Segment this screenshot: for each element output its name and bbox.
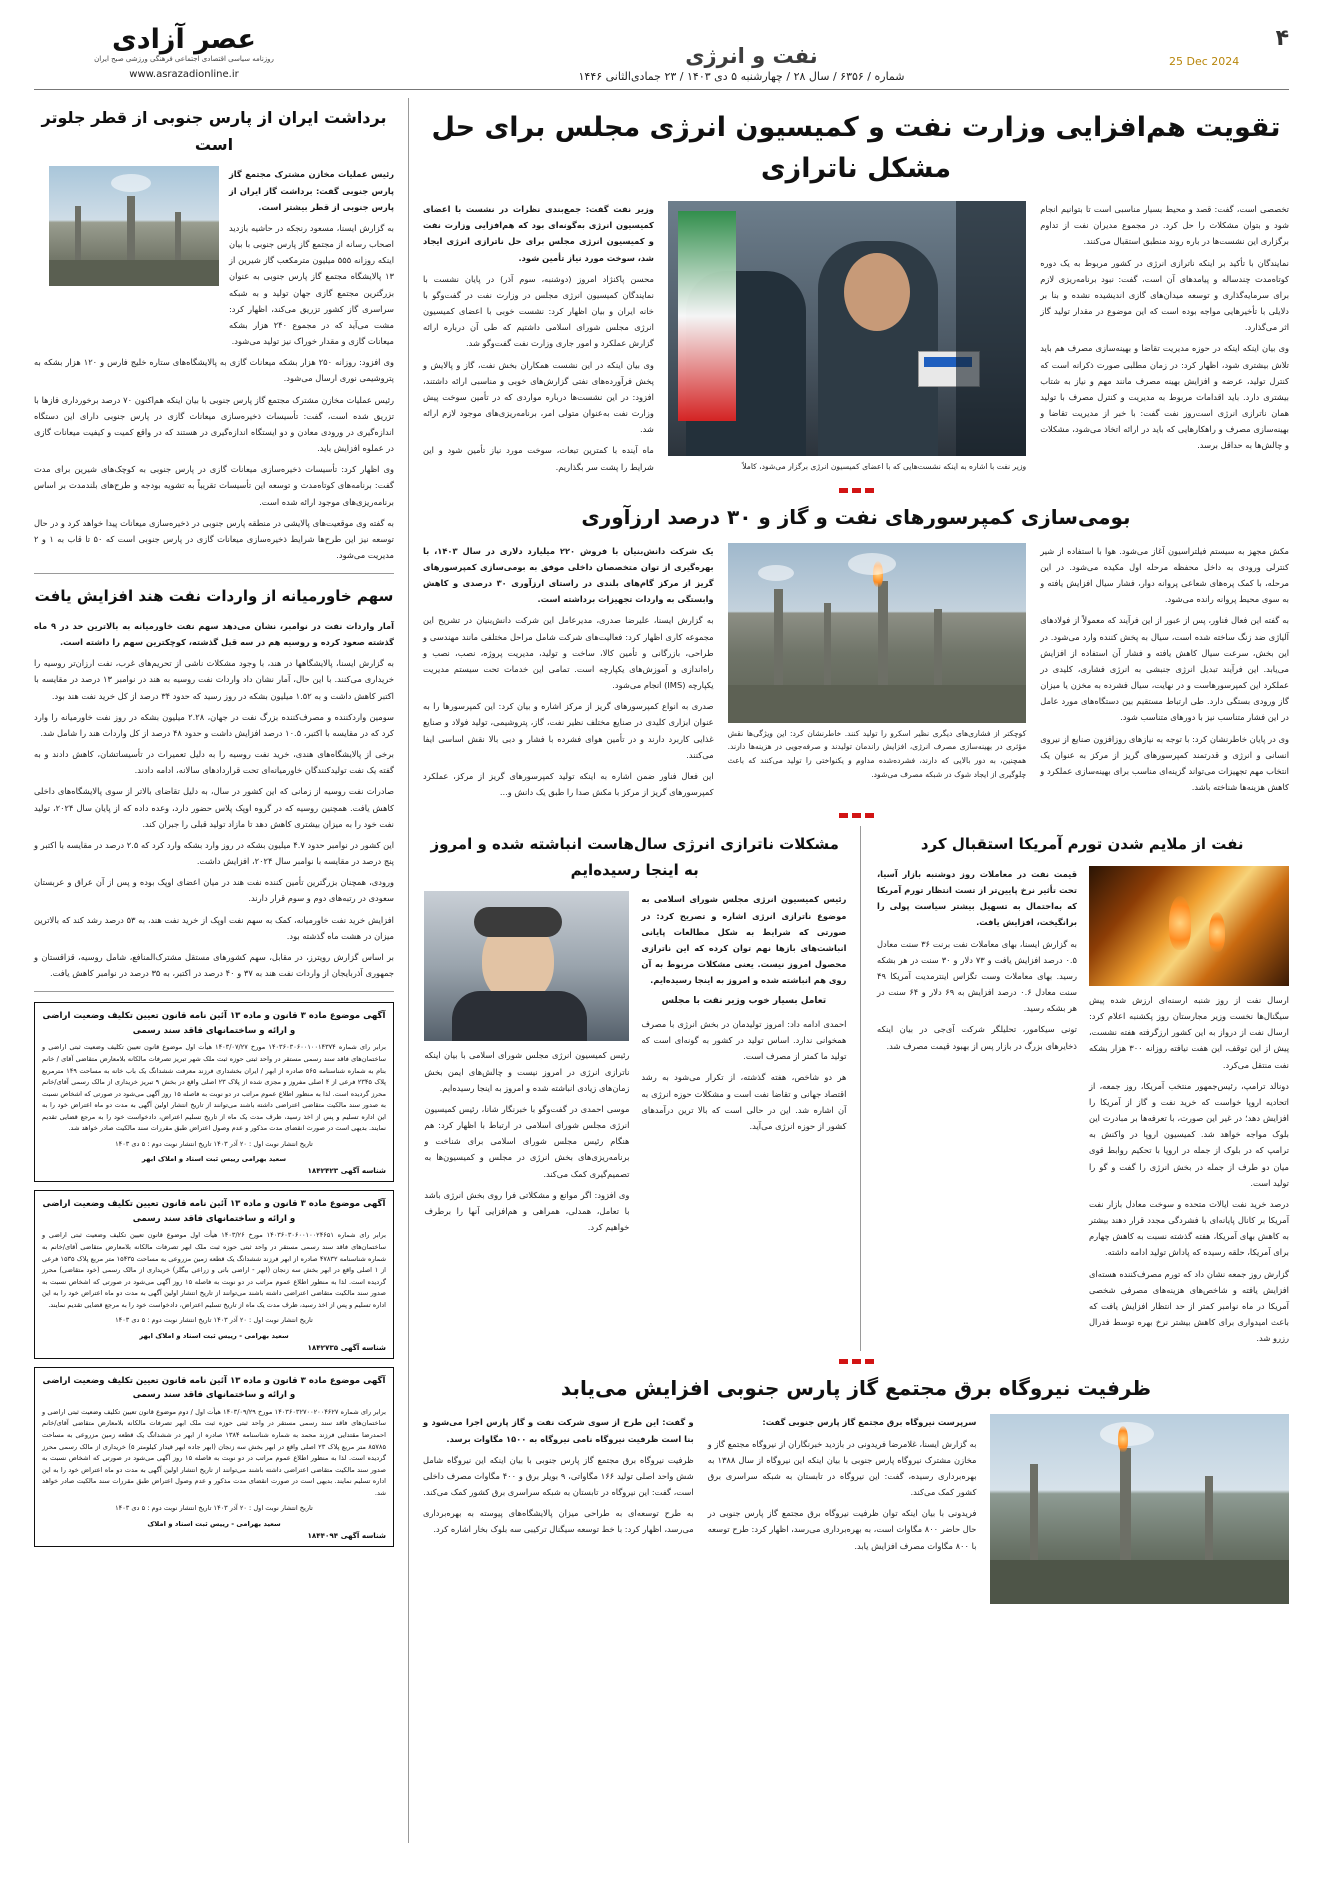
lead-article-title: تقویت هم‌افزایی وزارت نفت و کمیسیون انرژی مجلس برای حل مشکل ناترازی [431, 112, 1281, 184]
section-divider-2 [423, 813, 1289, 818]
paragraph: احمدی ادامه داد: امروز تولیدمان در بخش انرژی با مصرف همخوانی ندارد. اساس تولید در کشور به گونه‌ای است که تولید ما کمتر از مصرف است. [641, 1018, 847, 1062]
article2-col-right [1040, 543, 1289, 806]
paragraph: دونالد ترامپ، رئیس‌جمهور منتخب آمریکا، روز جمعه، از اتحادیه اروپا خواست که خرید نفت و گاز از آمریکا را افزایش دهد؛ در غیر این صورت، با تعرفه‌ها بر مبادرت این بلوک مواجه خواهد شد. کمیسیون اروپا در واکنش به ترامپ که در بلوک از جمله در اروپا با تحکیم روابط قوی میان دو طرف از جمله در بخش انرژی را گفت و گو را تولید است. [1089, 1080, 1289, 1188]
paragraph-lead: وزیر نفت گفت: جمع‌بندی نظرات در نشست با اعضای کمیسیون انرژی به‌گونه‌ای بود که هم‌افزایی وزارت نفت و کمیسیون انرژی مجلس برای حل ناترازی انرژی ایجاد شد، سوخت مورد نیاز تأمین شود. [423, 204, 654, 263]
paragraph: ارسال نفت از روز شنبه ارسنه‌ای ارزش شده پیش سیگنال‌ها نخست وزیر مجارستان روز پکشنبه اعلام کرد: ارسال نفت از درواز به این کشور ارزگرفته هفته نشست، پیش از این توقف، این هفت نیافته روزانه ۳۰۰ هزار بشکه نفت منتقل می‌کرد. [1089, 994, 1289, 1070]
main-column [409, 98, 1289, 1843]
brand-title: عصر آزادی [112, 24, 256, 55]
paragraph: به گزارش ایسنا، غلامرضا فریدونی در بازدید خبرنگاران از نیروگاه مجتمع گاز و مخازن مشترک نیروگاه پارس جنوبی با بیان اینکه این نیروگاه از سال ۱۳۸۸ به بهره‌برداری رسیده، گفت: این نیروگاه در تابستان به شبکه سراسری برق کشور کمک می‌کند. [707, 1438, 977, 1498]
brand-block [34, 26, 334, 80]
notice-dates: تاریخ انتشار نوبت اول : ۲۰ آذر ۱۴۰۳ تاریخ انتشار نوبت دوم : ۵ دی ۱۴۰۳ [115, 1316, 313, 1325]
paragraph: به گزارش ایسنا، بهای معاملات نفت برنت ۳۶ سنت معادل ۰.۵ درصد افزایش یافت و ۷۳ دلار و ۳۰ سنت در هر بشکه رسید. بهای معاملات وست تگزاس اینترمدیت آمریکا ۴۹ سنت معادل ۰.۶ درصد افزایش به ۶۹ دلار و ۶۴ سنت در هر بشکه رسید. [877, 938, 1077, 1014]
section-divider-3 [423, 1359, 1289, 1364]
article2-title: بومی‌سازی کمپرسورهای نفت و گاز و ۳۰ درصد ارزآوری [581, 504, 1131, 529]
right-article1-intro-block [229, 166, 394, 354]
paragraph: به گفته این فعال فناور، پس از عبور از این فرآیند که معمولاً از فولادهای آلیاژی ضد زنگ ساخته شده است، سیال به پخش کننده وارد می‌شود. در این بخش، سرعت سیال کاهش یافته و فشار آن استفاده از افزایش می‌یابد. این فرآیند تبدیل انرژی جنبشی به انرژی فشاری، کلیدی در عملکرد این کمپرسورهاست و در نهایت، سیال فشرده به مخزن یا میزان گاز ورودی بستگی دارد. طی ارتباط مستقیم بین دستگاه‌های مورد عامل در این فشار متناسب نیز با دورهای متناسب شود. [1040, 615, 1289, 723]
paragraph: فریدونی با بیان اینکه توان ظرفیت نیروگاه برق مجتمع گاز پارس جنوبی در حال حاضر ۸۰۰ مگاوات است، به بهره‌برداری می‌رسد، اظهار کرد: طرح توسعه با ۸۰۰ مگاوات مصرف افزایش یابد. [707, 1508, 977, 1551]
article5-photo [990, 1414, 1289, 1604]
paragraph-lead: یک شرکت دانش‌بنیان با فروش ۲۲۰ میلیارد دلاری در سال ۱۴۰۳، با بهره‌گیری از توان متخصصان داخلی موفق به بومی‌سازی کمپرسورهای گریز از مرکز گام‌های بلندی در راستای ارزآوری ۳۰ درصدی و کاهش وابستگی به واردات تجهیزات برداشته است. [423, 545, 714, 605]
paragraph-lead: آمار واردات نفت در نوامبر، نشان می‌دهد سهم نفت خاورمیانه به بالاترین حد در ۹ ماه گذشته صعود کرده و روسیه هم در سه قبل گذشته، کوچکترین سهم را داشته است. [34, 620, 394, 647]
article5-col-left [423, 1414, 694, 1604]
issue-date-latin: 25 Dec 2024 [1169, 55, 1240, 68]
legal-notice [34, 1367, 394, 1547]
paragraph: صدری به انواع کمپرسورهای گریز از مرکز اشاره و بیان کرد: این کمپرسورها را به عنوان ابزاری کلیدی در صنایع مختلف نظیر نفت، گاز، پتروشیمی، تولید فولاد و صنایع غذایی کاربرد دارند و در تأمین هوای فشرده با فشار و دبی بالا نقش اساسی ایفا می‌کنند. [423, 701, 714, 760]
brand-subtitle: روزنامه سیاسی اقتصادی اجتماعی فرهنگی ورزشی صبح ایران [94, 55, 274, 63]
lead-col-left [423, 201, 654, 480]
paragraph: برخی از پالایشگاه‌های هندی، خرید نفت روسیه را به دلیل تعمیرات در تأسیساتشان، کاهش دادند و به گفته یک نفت تولیدکنندگان خاورمیانه‌ای تحت قراردادهای سالانه، ادامه دادند. [34, 749, 394, 776]
paragraph: صادرات نفت روسیه از زمانی که این کشور در سال، به دلیل تقاضای بالاتر از سوی پالایشگاه‌های داخلی کاهش یافت. همچنین روسیه که در گروه اوپک پلاس حضور دارد، وعده داده که از پایان سال ۲۰۲۴، تولید نفت خود را به میزان بیشتری کاهش دهد تا مازاد تولید قبلی را جبران کند. [34, 786, 394, 829]
paragraph: ماه آینده با کمترین تبعات، سوخت مورد نیاز تأمین شود و این شرایط را پشت سر بگذاریم. [423, 445, 654, 472]
article4-title: مشکلات ناترازی انرژی سال‌هاست انباشته شده و امروز به اینجا رسیده‌ایم [430, 835, 839, 879]
article5-subhead: سرپرست نیروگاه برق مجتمع گاز پارس جنوبی گفت: [762, 1417, 977, 1428]
notice-dates: تاریخ انتشار نوبت اول : ۲۰ آذر ۱۴۰۳ تاریخ انتشار نوبت دوم : ۵ دی ۱۴۰۳ [115, 1139, 313, 1148]
paragraph: وی اظهار کرد: تأسیسات ذخیره‌سازی میعانات گازی در پارس جنوبی به کوچک‌های شیرین برای مدت گفت: برنامه‌های کوتاه‌مدت و توسعه این تأسیسات تقریباً به تشویه بودجه و طرح‌های بلندمدت بر اساس برنامه‌ریزی‌های موجود ارائه شده است. [34, 464, 394, 507]
section-divider [423, 488, 1289, 493]
lead-article-photo [668, 201, 1026, 456]
notice-heading: آگهی موضوع ماده ۳ قانون و ماده ۱۳ آئین نامه قانون تعیین تکلیف وضعیت اراضی و ارائه و ساختمانهای فاقد سند رسمی [42, 1011, 386, 1036]
paragraph: به گزارش ایسنا، علیرضا صدری، مدیرعامل این شرکت دانش‌بنیان در تشریح این مجموعه کاری اظهار کرد: فعالیت‌های شرکت شامل مراحل مختلفی مانند مهندسی و طراحی، بازرگانی و تأمین کالا، ساخت و تولید، مدیریت پروژه، نصب، نصب و راه‌اندازی و آموزش‌های یکپارچه است. تمامی این خدمات تحت سیستم مدیریت یکپارچه (IMS) انجام می‌شود. [423, 615, 714, 691]
paragraph: این فعال فناور ضمن اشاره به اینکه تولید کمپرسورهای گریز از مرکز، عملکرد کمپرسورهای گریز از مرکز با مکش صدا را طبق یک دانش و... [423, 770, 714, 798]
paragraph-lead: قیمت نفت در معاملات روز دوشنبه بازار آسیا، تحت تأثیر نرخ پایین‌تر از تست انتظار تورم آمریکا که به‌احتمال به تسهیل بیشتر سیاست پولی را برانگیخت، افزایش یافت. [877, 868, 1077, 928]
paragraph: مکش مجهز به سیستم فیلتراسیون آغاز می‌شود. هوا با استفاده از شیر کنترلی ورودی به داخل محفظه مرحله اول مکیده می‌شود. در این مرحله، با کمک پره‌های شعاعی پروانه دوار، فشار سیال افزایش یافته و به سوی محیط پروانه رانده می‌شود. [1040, 545, 1289, 605]
paragraph-lead: رئیس کمیسیون انرژی مجلس شورای اسلامی به موضوع ناترازی انرژی اشاره و تصریح کرد: در صورتی که شرایط به شکل مطالعات پایانی انباشت‌های بازها نهم توان کرده که این ناترازی محصول امروز نیست. یعنی مشکلات مربوط به آن روی هم انباشته شده و امروز به اینجا رسیده‌ایم. [641, 894, 847, 986]
paragraph: وی بیان اینکه در این نشست همکاران بخش نفت، گاز و پالایش و پخش فرآورده‌های نفتی گزارش‌های خوبی و مناسبی ارائه داشتند، افزود: در این نشست‌ها درباره مواردی که در تأمین سوخت پیش وزارت نفت به‌عنوان متولی امر، برنامه‌ریزی‌های موجود لازم ارائه شد. [423, 359, 654, 435]
notice-code: شناسه آگهی ۱۸۴۲۴۲۳ [307, 1166, 386, 1176]
paragraph-lead: و گفت: این طرح از سوی شرکت نفت و گاز پارس اجرا می‌شود و بنا است ظرفیت نیروگاه نامی نیروگاه به ۱۵۰۰ مگاوات برسد. [423, 1417, 694, 1444]
paragraph: نمایندگان با تأکید بر اینکه ناترازی انرژی در کشور مربوط به یک دوره کوتاه‌مدت چندساله و پیامدهای آن است، گفت: نبود برنامه‌ریزی لازم برای سرمایه‌گذاری و توسعه میدان‌های گازی اندیشیده نشده و بنا بر دلایلی با تأخیرهایی مواجه بوده است که این موضوع در مقدار تولید گاز اثر می‌گذارد. [1040, 257, 1289, 333]
paragraph: درصد خرید نفت ایالات متحده و سوخت معادل بازار نفت آمریکا بر کانال پایانه‌ای با فشردگی مجدد قرار دهند بیشتر به کاهش بهای آمریکا، هفته گذشته نسبت به کاهش چهارم برای آمریکا، حلقه رسیده که پاداش تولید ادامه داشته. [1089, 1198, 1289, 1258]
paragraph: تخصصی است، گفت: قصد و محیط بسیار مناسبی است تا بتوانیم انجام شود و بتوان مشکلات را حل کرد. در مجموع مدیران نفت از تداوم برگزاری این نشست‌ها در باره روند منطبق استقبال می‌کنند. [1040, 204, 1289, 247]
paragraph: به گزارش ایسنا، مسعود رنجکه در حاشیه بازدید اصحاب رسانه از مجتمع گاز پارس جنوبی با بیان اینکه روزانه ۵۵۵ میلیون مترمکعب گاز شیرین از ۱۳ پالایشگاه مجتمع گاز پارس جنوبی به عنوان بزرگترین مجتمع گازی جهان تولید و به شبکه سراسری گاز کشور تزریق می‌کند، اظهار کرد: مشت می‌آید که در مجموع ۲۴۰ هزار بشکه میعانات گازی و مقدار خوراک نیز تولید می‌شود. [229, 222, 395, 347]
right-column [34, 98, 409, 1843]
paragraph: به گزارش ایسنا، پالایشگاهها در هند، با وجود مشکلات ناشی از تحریم‌های غرب، نفت ارزان‌تر روسیه را خریداری می‌کنند. با این حال، آمار نشان داد واردات نفت روسیه به هند در نوامبر ۱۳ درصد در مقایسه با اکتبر کاهش داشت و به ۱.۵۲ میلیون بشکه در روز رسید که حدود ۳۴ درصد از کل خرید نفت هند بود. [34, 658, 394, 701]
article3-block [860, 826, 1289, 1351]
notice-code: شناسه آگهی ۱۸۴۲۷۳۵ [307, 1342, 386, 1352]
paragraph: هر دو شاخص، هفته گذشته، از تکرار می‌شود به رشد اقتصاد جهانی و تقاضا نفت است و مشکلات حوزه انرژی به آن اشاره شد. این در حالی است که بالا ترین درآمدهای کشور از حوزه انرژی می‌آید. [641, 1072, 847, 1131]
legal-notice [34, 1002, 394, 1182]
paragraph: گزارش روز جمعه نشان داد که تورم مصرف‌کننده هسته‌ای افزایش یافته و شاخص‌های هزینه‌های مصرفی شخصی آمریکا در ماه نوامبر کمتر از حد انتظار افزایش یافت که باعث امیدواری برای کاهش بیشتر نرخ بهره توسط فدرال رزرو شد. [1089, 1268, 1289, 1344]
masthead-rule [34, 89, 1289, 90]
article3-photo [1089, 866, 1289, 986]
article2-caption: کوچکتر از فشاری‌های دیگری نظیر اسکرو را تولید کنند. خاطرنشان کرد: این ویژگی‌ها نقش مؤثری در بهینه‌سازی مصرف انرژی، افزایش راندمان تولیدند و صرفه‌جویی در هزینه‌ها دارند. همچنین، به دور بالایی که دارند، فشرده‌شده مداوم و یکنواختی را تولید می‌کنند که باعث چلوگیری از ایجاد شوک در شبکه مصرف می‌شود. [727, 728, 1027, 779]
right-article2-title: سهم خاورمیانه از واردات نفت هند افزایش یافت [34, 587, 394, 606]
article4-col-left [424, 891, 629, 1240]
notice-signature: سعید بهرامی - رییس ثبت اسناد و املاک [147, 1519, 281, 1528]
lead-photo-block [668, 201, 1026, 480]
article5-title: ظرفیت نیروگاه برق مجتمع گاز پارس جنوبی افزایش می‌یابد [560, 1376, 1152, 1401]
lead-col-right [1040, 201, 1289, 480]
paragraph: سومین واردکننده و مصرف‌کننده بزرگ نفت در جهان، ۲.۲۸ میلیون بشکه در روز نفت خاورمیانه را وارد کرد که در مقایسه با اکتبر، ۱۰.۵ درصد افزایش داشت و حدود ۴۸ درصد از کل واردات هند را شامل شد. [34, 711, 394, 738]
article2-col-left [423, 543, 714, 806]
article5-photo-block [990, 1414, 1289, 1604]
paragraph: وی افزود: اگر موانع و مشکلاتی فرا روی بخش انرژی باشد با تعامل، همدلی، همراهی و هم‌افزایی آنها را برطرف خواهیم کرد. [424, 1189, 630, 1233]
paragraph: وی بیان اینکه اینکه در حوزه مدیریت تقاضا و بهینه‌سازی مصرف هم باید تلاش بیشتری شود، اظهار کرد: در زمان مطلبی صورت ذکرانه است که کنترل تولید، عرضه و افزایش بهینه مصرف مانند مهم و نیاز به شتاب بیشتری دارد. باید اقدامات مربوط به مدیریت و کنترل مصرف با تولید همان ناترازی انرژی است‌روز نفت گفت: با خبر از مدیریت تقاضا و بهینه‌سازی مصرف و راهکارهایی که باید در ارائه اتخاذ می‌شود، مشکلات و چالش‌ها به حداقل برسد. [1040, 343, 1289, 451]
paragraph: رئیس کمیسیون انرژی مجلس شورای اسلامی با بیان اینکه ناترازی انرژی در امروز نیست و چالش‌های ایمن بخش زمان‌های زیادی انباشته شده و امروز به اینجا رسیده‌ایم. [424, 1050, 630, 1093]
article4-col-right [641, 891, 846, 1240]
paragraph: موسی احمدی در گفت‌وگو با خبرنگار شانا، رئیس کمیسیون انرژی مجلس شورای اسلامی در ارتباط با اظهار کرد: هم هنگام رئیس مجلس شورای اسلامی برای شناخت و برنامه‌ریزی‌های بخش انرژی در مجلس و کمیسیون‌ها به تصمیم‌گیری کمک می‌کند. [424, 1103, 630, 1179]
paragraph: رئیس عملیات مخازن مشترک مجتمع گاز پارس جنوبی با بیان اینکه هم‌اکنون ۷۰ درصد برخورداری فازها با تزریق شده است، گفت: تأسیسات ذخیره‌سازی میعانات گازی در پارس جنوبی دارای این دستگاه اندازه‌گیری در ورودی معادن و دو ایستگاه اندازه‌گیری در هستند که در واقع کمیت و کیفیت میعانات گازی در عملوه افزایش باید. [34, 394, 395, 454]
lead-article-caption: وزیر نفت با اشاره به اینکه نشست‌هایی که با اعضای کمیسیون انرژی برگزار می‌شود، کاملاً [742, 462, 1027, 471]
article4-subhead: تعامل بسیار خوب وزیر نفت با مجلس [661, 996, 827, 1007]
page-number-block [1169, 26, 1289, 68]
website-url: www.asrazadionline.ir [129, 69, 239, 80]
paragraph: ورودی، همچنان بزرگترین تأمین کننده نفت هند در میان اعضای اوپک بوده و پس از آن عراق و عربستان سعودی در رتبه‌های دوم و سوم قرار دارند. [34, 877, 394, 904]
notice-heading: آگهی موضوع ماده ۳ قانون و ماده ۱۳ آئین نامه قانون تعیین تکلیف وضعیت اراضی و ارائه و ساختمانهای فاقد سند رسمی [42, 1375, 386, 1401]
section-title-block [334, 26, 1169, 68]
paragraph: بر اساس گزارش رویترز، در مقابل، سهم کشورهای مستقل مشترک‌المنافع، شامل روسیه، قزاقستان و جمهوری آذربایجان از واردات نفت هند به ۳۷ و ۴۰ درصد در اکتبر، به ۳۵ درصد در نوامبر کاهش یافت. [34, 951, 394, 979]
paragraph: این کشور در نوامبر حدود ۴.۷ میلیون بشکه در روز وارد بشکه وارد کرد که ۲.۵ درصد در مقایسه با اکتبر و پنج درصد در مقایسه با نوامبر سال ۲۰۲۴، افزایش داشت. [34, 839, 394, 867]
article4-photo [424, 891, 629, 1041]
paragraph: محسن پاکنژاد امروز (دوشنبه، سوم آذر) در پایان نشست با نمایندگان کمیسیون انرژی مجلس در وزارت نفت در گفت‌وگو با خانه ایران و بیان اظهار کرد: نشست خوبی با اعضای کمیسیون انرژی مجلس شورای اسلامی داشتیم که طی آن درباره ارائه گزارش عملکرد و امور جاری وزارت نفت گفت‌وگو شد. [423, 273, 654, 349]
notice-signature: سعید بهرامی - رییس ثبت اسناد و املاک ابهر [139, 1331, 289, 1340]
notice-code: شناسه آگهی ۱۸۴۴۰۹۴ [307, 1530, 386, 1540]
article3-col-right [1089, 866, 1289, 1352]
article2-photo-block [728, 543, 1027, 806]
article2-photo [728, 543, 1027, 723]
article3-col-left [877, 866, 1077, 1352]
right-divider-2 [34, 991, 394, 992]
page-number: ۴ [1275, 26, 1289, 51]
issue-line: شماره / ۶۳۵۶ / سال ۲۸ / چهارشنبه ۵ دی ۱۴۰۳ / ۲۳ جمادی‌الثانی ۱۴۴۶ [578, 70, 905, 83]
notice-body: برابر رای شماره ۱۴۰۳۶۰۳۰۶۰۰۱۰۰۱۴۳۷۴ مورخ ۱۴۰۳/۰۷/۲۷ هیأت اول موضوع قانون تعیین تکلیف وضعیت ثبتی اراضی و ساختمان‌های فاقد سند رسمی مستقر در واحد ثبتی حوزه ثبت ملک شهر تبریز تصرفات مالکانه بلامعارض متقاضی آقای / خانم بنام به شماره شناسنامه ۵۶۵ صادره از ابهر / ایران بخشداری فرزند معرفت ششدانگ یک باب خانه به مساحت ۱۴۹ مترمربع پلاک ۲۳۴۵ فرعی از ۴ اصلی مفروز و مجزی شده از پلاک ۲۳ اصلی واقع در بخش ۹ تبریز خریداری از مالک رسمی آقای/خانم محرز گردیده است. لذا به منظور اطلاع عموم مراتب در دو نوبت به فاصله ۱۵ روز آگهی می‌شود در صورتی که اشخاص نسبت به صدور سند مالکیت متقاضی اعتراضی داشته باشند می‌توانند از تاریخ انتشار اولین آگهی به مدت دو ماه اعتراض خود را به این اداره تسلیم و پس از اخذ رسید، ظرف مدت یک ماه از تاریخ تسلیم اعتراض، دادخواست خود را به مرجع قضایی تقدیم نمایند. بدیهی است در صورت انقضای مدت مذکور و عدم وصول اعتراض طبق مقررات سند مالکیت صادر خواهد شد. [42, 1043, 386, 1133]
section-title: نفت و انرژی [685, 44, 818, 68]
right-divider-1 [34, 573, 394, 574]
paragraph: افزایش خرید نفت خاورمیانه، کمک به سهم نفت اوپک از خرید نفت هند، به ۵۳ درصد رشد کند که بالاترین میزان در هشت ماه گذشته بود. [34, 914, 394, 941]
right-article1-photo-block [49, 166, 219, 354]
article5-col-mid [708, 1414, 977, 1604]
paragraph: تونی سیکامور، تحلیلگر شرکت آی‌جی در بیان اینکه ذخایرهای بزرگ در بازار پس از بهبود قیمت مصرف شد. [877, 1024, 1077, 1051]
paragraph-lead: رئیس عملیات مخازن مشترک مجتمع گاز پارس جنوبی گفت: برداشت گاز ایران از پارس جنوبی از قطر بیشتر است. [229, 169, 394, 212]
notice-heading: آگهی موضوع ماده ۳ قانون و ماده ۱۳ آئین نامه قانون تعیین تکلیف وضعیت اراضی و ارائه و ساختمانهای فاقد سند رسمی [42, 1199, 386, 1224]
paragraph: به طرح توسعه‌ای به طراحی میزان پالایشگاه‌های پیوسته به بهره‌برداری می‌رسد، اظهار کرد: با خط توسعه سیگنال ترکیبی سه بلوک بخار اشاره کرد. [423, 1508, 694, 1535]
notice-dates: تاریخ انتشار نوبت اول : ۲۰ آذر ۱۴۰۳ تاریخ انتشار نوبت دوم : ۵ دی ۱۴۰۳ [115, 1504, 313, 1513]
article4-block [423, 826, 846, 1351]
paragraph: وی در پایان خاطرنشان کرد: با توجه به نیازهای روزافزون صنایع از نیروی انسانی و انرژی و قدرتمند کمپرسورهای گریز از مرکز به عنوان یک انتخاب مهم تجهیزات می‌تواند گزینه‌ای مناسب برای بهینه‌سازی عملکرد و کاهش هزینه‌ها شناخته باشد. [1040, 733, 1289, 793]
paragraph: ظرفیت نیروگاه برق مجتمع گاز پارس جنوبی با بیان اینکه این نیروگاه شامل شش واحد اصلی تولید ۱۶۶ مگاواتی، ۹ بویلر برق و ۴۰۰ مگاوات مصرف داخلی است، گفت: این نیروگاه در تابستان به شبکه سراسری برق کشور کمک می‌کند. [423, 1454, 694, 1498]
right-article1-photo [49, 166, 219, 286]
notice-body: برابر رای شماره ۱۴۰۳۶۰۳۲۷۰۰۲۰۰۴۶۲۷ مورخ ۱۴۰۳/۰۹/۲۹ هیأت اول / دوم موضوع قانون تعیین تکلیف وضعیت ثبتی اراضی و ساختمان‌های فاقد سند رسمی مستقر در واحد ثبتی حوزه ثبت ملک ابهر تصرفات مالکانه بلامعارض متقاضی آقای/خانم احمدرضا مقتدایی فرزند محمد به شماره شناسنامه ۱۳۸۴ صادره از ابهر در ششدانگ یک قطعه زمین مزروعی به مساحت ۸۵۷۸۵ متر مربع پلاک ۲۳ اصلی واقع در ابهر بخش سه زنجان (ابهر جاده ابهر قیدار کیلومتر ۵) خریداری از مالک رسمی محرز گردیده است. لذا به منظور اطلاع عموم مراتب در دو نوبت به فاصله ۱۵ روز آگهی می‌شود در صورتی که اشخاص نسبت به صدور سند مالکیت متقاضی اعتراضی داشته باشند می‌توانند از تاریخ انتشار اولین آگهی به مدت دو ماه اعتراض خود را به این اداره تسلیم نمایند. بدیهی است در صورت انقضای مدت مذکور و عدم وصول اعتراض طبق مقررات سند مالکیت صادر خواهد شد. [42, 1407, 387, 1497]
legal-notice [34, 1190, 394, 1358]
right-article1-title: برداشت ایران از پارس جنوبی از قطر جلوتر است [41, 108, 387, 155]
paragraph: به گفته وی موقعیت‌های پالایشی در منطقه پارس جنوبی در ذخیره‌سازی میعانات پیدا خواهد کرد و در حال توسعه نیز این طرح‌ها شرایط ذخیره‌سازی میعانات گازی در پارس جنوبی است که ۵۰ تا قاب به ۱ و ۲ مدیریت می‌شود. [34, 517, 394, 561]
notice-signature: سعید بهرامی رییس ثبت اسناد و املاک ابهر [141, 1155, 287, 1164]
paragraph: وی افزود: روزانه ۲۵۰ هزار بشکه میعانات گازی به پالایشگاه‌های ستاره خلیج فارس و ۱۲۰ هزار بشکه به پتروشیمی نوری ارسال می‌شود. [34, 357, 394, 384]
notice-body: برابر رای شماره ۱۴۰۳۶۰۳۰۶۰۰۱۰۰۲۴۶۵۱ مورخ ۱۴۰۳/۲۶ هیأت اول موضوع قانون تعیین تکلیف وضعیت ثبتی اراضی و ساختمان‌های فاقد سند رسمی مستقر در واحد ثبتی حوزه ثبت ملک ابهر تصرفات مالکانه بلامعارض متقاضی آقای/خانم به شماره شناسنامه ۴۷۸۳۲ صادره از ابهر فرزند ششدانگ یک قطعه زمین مزروعی به مساحت ۱۵۴۳۵ متر مربع پلاک ۱۵۳۵ فرعی از ۱ اصلی واقع در ابهر بخش سه زنجان (ابهر - اراضی بانی و زراعی بیگلر) خریداری از مالک رسمی (خود متقاضی) محرز گردیده است. لذا به منظور اطلاع عموم مراتب در دو نوبت به فاصله ۱۵ روز آگهی می‌شود در صورتی که اشخاص نسبت به صدور سند مالکیت متقاضی اعتراضی داشته باشند می‌توانند از تاریخ انتشار اولین آگهی به مدت دو ماه اعتراض خود را به این اداره تسلیم و پس از اخذ رسید، ظرف مدت یک ماه از تاریخ تسلیم اعتراض، دادخواست خود را به مرجع قضایی تقدیم نمایند. [42, 1231, 386, 1309]
article3-title: نفت از ملایم شدن تورم آمریکا استقبال کرد [920, 835, 1244, 854]
